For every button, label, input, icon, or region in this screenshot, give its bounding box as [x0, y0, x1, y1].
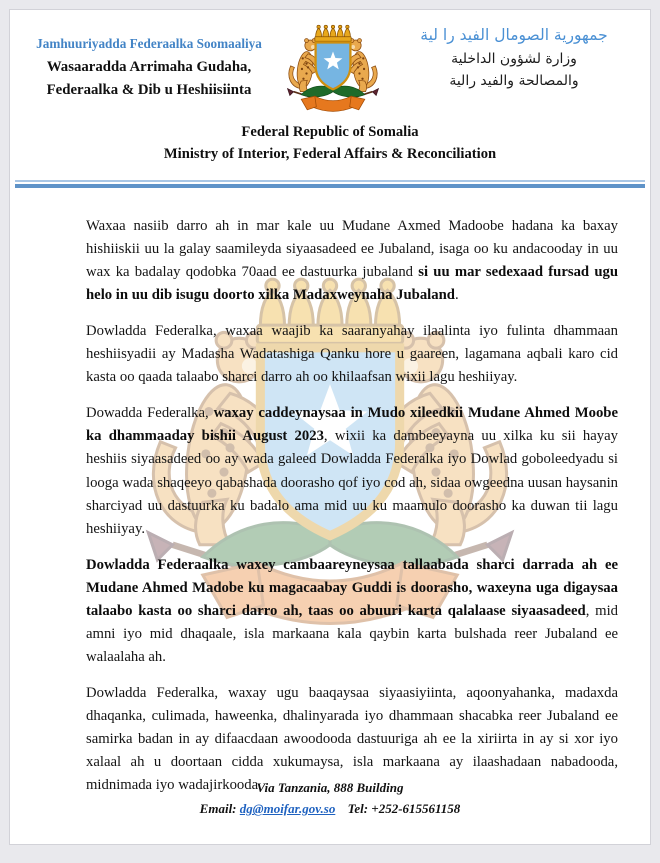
- body-paragraph: [86, 402, 618, 540]
- paragraph-run: .: [454, 286, 459, 303]
- somalia-coat-of-arms-emblem: [280, 22, 386, 122]
- title-ministry: Ministry of Interior, Federal Affairs & Reconciliation: [163, 145, 497, 162]
- ministry-name-somali-line1: Wasaaradda Arrimaha Gudaha,: [46, 59, 252, 75]
- page-content: [10, 10, 650, 844]
- letter-body: [10, 188, 650, 798]
- letterhead: [10, 10, 650, 122]
- republic-name-somali: Jamhuuriyadda Federaalka Soomaaliya: [36, 36, 262, 51]
- footer-telephone: Tel: +252-615561158: [347, 801, 461, 817]
- republic-name-arabic: جمهورية الصومال الفيد را لية: [420, 26, 608, 44]
- ministry-name-arabic-line2: والمصالحة والفيد رالية: [449, 72, 579, 89]
- paragraph-run: , wixii ka dambeeyayna uu xilka ku sii hayay heshiis siyaasadeed oo ay wada galeed Dowladda Federalka iyo Dowlad goboleedyadu si looga wada shaqeeyo qabashada doorasho qof iyo cod ah, sidaa owgeedna uusan haysanin sharciyad uu dastuurka ku badalo ama mid uu ku maamulo doorasho ka duwan tii lagu heshiiyay.: [86, 428, 618, 537]
- footer-contact-line: [10, 799, 650, 820]
- screenshot-root: [0, 9, 660, 863]
- title-country: Federal Republic of Somalia: [241, 123, 419, 140]
- footer-address: Via Tanzania, 888 Building: [256, 780, 404, 796]
- letter-footer: [10, 778, 650, 820]
- ministry-name-somali-line2: Federaalka & Dib u Heshiisiinta: [46, 81, 252, 98]
- body-paragraph: [86, 215, 618, 307]
- letterhead-english-title: [10, 122, 650, 166]
- paragraph-run-bold: waxay caddeynaysaa in Mudo xileedkii Mudane Ahmed Moobe ka dhammaaday bishii August 2023: [86, 405, 618, 445]
- body-paragraph: [86, 554, 618, 669]
- paragraph-run: , mid amni iyo mid dhaqaale, isla markaana kala qaybin karta bulshada reer Jubaland ee walaalaha ah.: [86, 602, 618, 666]
- paragraph-run-bold: Dowladda Federaalka waxey cambaareyneysaa tallaabada sharci darrada ah ee Mudane Ahmed Madobe ku magacaabay Guddi is doorasho, waxeyna uga digaysaa talaabo kasta oo sharci darro ah, taas oo abuuri karta qalalaase siyaasadeed: [86, 556, 618, 619]
- body-paragraph: [86, 320, 618, 389]
- paragraph-run-bold: si uu mar sedexaad fursad ugu helo in uu dib isugu doorto xilka Madaxweynaha Jubaland: [86, 263, 618, 303]
- letterhead-arabic-block: [392, 24, 642, 92]
- header-divider-rule: [15, 180, 645, 188]
- letterhead-somali-block: [24, 24, 274, 102]
- footer-email-link[interactable]: dg@moifar.gov.so: [239, 801, 336, 817]
- paragraph-run: Waxaa nasiib darro ah in mar kale uu Mudane Axmed Madoobe hadana ka baxay hishiiskii uu la galay saamileyda siyaasadeed ee Jubaland, isaga oo ku andacooday in uu wax ka badalay qodobka 70aad ee dastuurka jubaland: [86, 217, 618, 280]
- paragraph-run: Dowadda Federalka,: [86, 405, 214, 422]
- footer-email-label: Email:: [199, 801, 237, 817]
- document-page: [9, 9, 651, 845]
- paragraph-run: Dowladda Federalka, waxay ugu baaqaysaa siyaasiyiinta, aqoonyahanka, madaxda dhaqanka, culimada, haweenka, dhalinyarada iyo dhammaan shacabka reer Jubaland ee samirka badan in ay difaacdaan awoodooda dastuuriga ah ee la xiriirta in ay si xor iyo xalaal ah u doortaan cidda xukumaysa, isla markaana ay ilaashadaan nabadooda, midnimada iyo wadajirkooda.: [86, 685, 618, 794]
- paragraph-run: Dowladda Federalka, waxaa waajib ka saaranyahay ilaalinta iyo fulinta dhammaan heshiisyadii ay Madasha Wadatashiga Qanku hore u gaareen, lagamana aqbali karo cid kasta oo qaada talaabo sharci darro ah oo khilaafsan wixii lagu heshiiyay.: [86, 323, 618, 386]
- ministry-name-arabic-line1: وزارة لشؤون الداخلية: [451, 51, 577, 67]
